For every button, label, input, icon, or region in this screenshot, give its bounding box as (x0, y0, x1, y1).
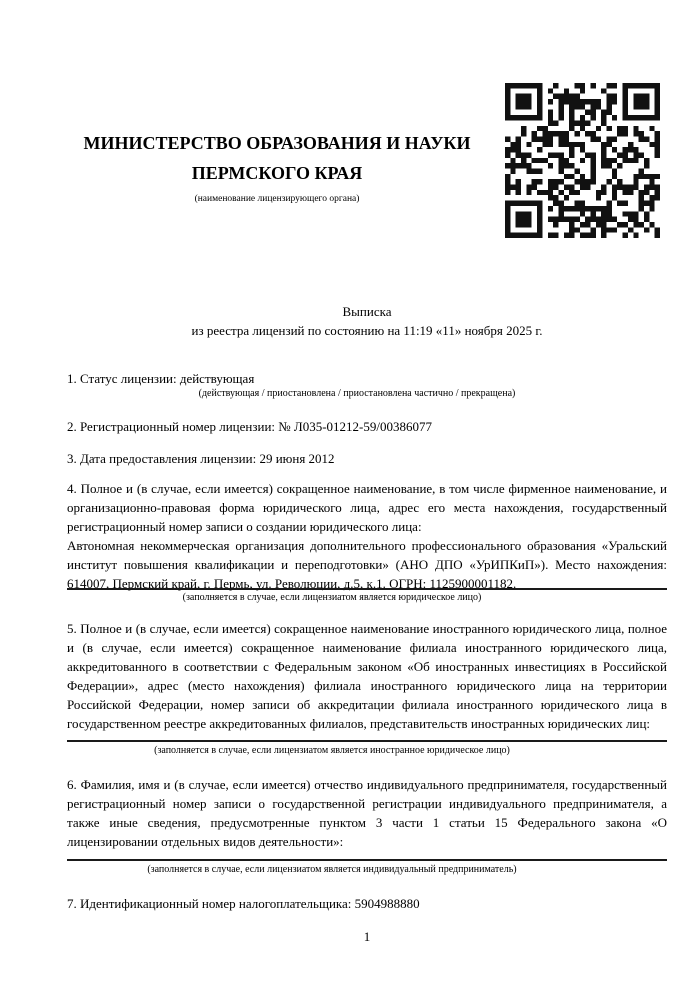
fill-line-entrepreneur (67, 859, 667, 861)
fill-line-foreign-entity (67, 740, 667, 742)
document-title-line1: Выписка (342, 304, 392, 319)
item-entrepreneur: 6. Фамилия, имя и (в случае, если имеется) отчество индивидуального предпринимателя, государственный регистрационный номер записи о государственной регистрации индивидуального предпринимателя, а также иные сведения, предусмотренные пунктом 3 части 1 статьи 15 Федерального закона «О лицензировании отдельных видов деятельности»: (67, 777, 667, 849)
foreign-entity-note: (заполняется в случае, если лицензиатом является иностранное юридическое лицо) (154, 745, 510, 756)
item-registration-number: 2. Регистрационный номер лицензии: № Л035-01212-59/00386077 (67, 419, 433, 434)
item-taxpayer-id: 7. Идентификационный номер налогоплательщика: 5904988880 (67, 896, 420, 911)
ministry-name-line1: МИНИСТЕРСТВО ОБРАЗОВАНИЯ И НАУКИ (83, 133, 471, 153)
page-number: 1 (363, 929, 371, 944)
document-title-line2: из реестра лицензий по состоянию на 11:19 «11» ноября 2025 г. (191, 323, 543, 338)
qr-code-icon (505, 83, 660, 238)
legal-entity-value: Автономная некоммерческая организация дополнительного профессионального образования «Уральский институт повышения квалификации и переподготовки» (АНО ДПО «УрИПКиП»). Место нахождения: 614007, Пермский край, г. Пермь, ул. Революции, д.5, к.1. ОГРН: 1125900001182. (67, 538, 667, 591)
license-status-options-note: (действующая / приостановлена / приостановлена частично / прекращена) (198, 388, 516, 399)
document-title (67, 302, 667, 340)
item-legal-entity (67, 479, 667, 593)
legal-entity-label: 4. Полное и (в случае, если имеется) сокращенное наименование, в том числе фирменное наименование, и организационно-правовая форма юридического лица, адрес его места нахождения, государственный регистрационный номер записи о создании юридического лица: (67, 481, 667, 534)
ministry-name-line2: ПЕРМСКОГО КРАЯ (191, 163, 363, 183)
legal-entity-note: (заполняется в случае, если лицензиатом является юридическое лицо) (182, 592, 482, 603)
ministry-caption: (наименование лицензирующего органа) (194, 194, 360, 204)
item-grant-date: 3. Дата предоставления лицензии: 29 июня 2012 (67, 451, 335, 466)
entrepreneur-note: (заполняется в случае, если лицензиатом является индивидуальный предприниматель) (147, 864, 517, 875)
item-foreign-entity: 5. Полное и (в случае, если имеется) сокращенное наименование иностранного юридического лица, полное и (в случае, если имеется) сокращенное наименование филиала иностранного юридического лица, аккредитованного в соответствии с Федеральным законом «Об иностранных инвестициях в Российской Федерации», адрес (место нахождения) филиала иностранного юридического лица на территории Российской Федерации, номер записи об аккредитации филиала иностранного юридического лица в государственном реестре аккредитованных филиалов, представительств иностранных юридических лиц: (67, 621, 667, 731)
item-license-status: 1. Статус лицензии: действующая (67, 371, 255, 386)
licensing-authority-header (67, 128, 487, 206)
fill-line-legal-entity (67, 588, 667, 590)
